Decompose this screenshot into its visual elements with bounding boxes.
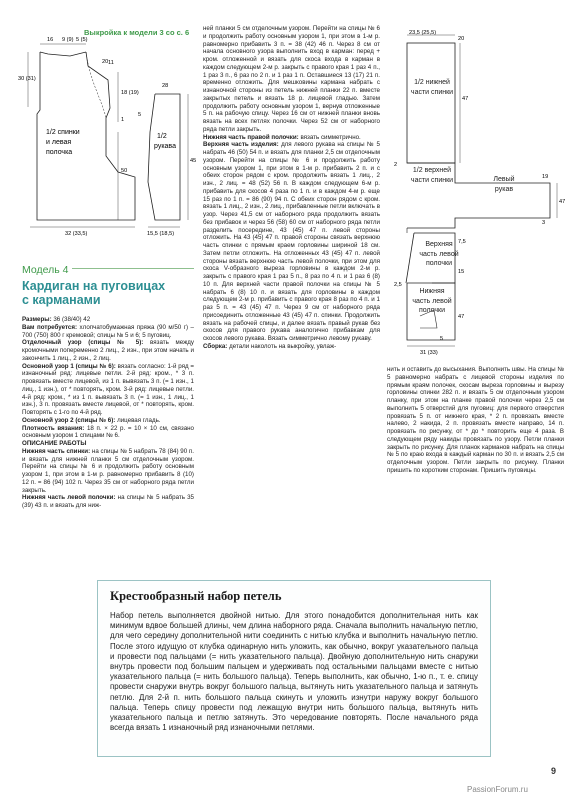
left-sleeve-text: Левый рукав [493,176,515,193]
piece-label-lower-back [408,78,456,97]
column-1-paragraph [22,448,194,495]
column-1-paragraph [22,440,194,448]
piece-label-lower-front [410,287,454,316]
paragraph-lead: Нижняя часть левой полочки: [22,494,116,502]
dim-label: 19 [542,174,549,180]
column-1-paragraph [22,494,194,510]
schematic-left [10,22,202,247]
dim-label: 5 (5) [76,37,88,43]
upper-back-text: 1/2 верхней части спинки [410,167,454,184]
column-1-text [22,316,194,510]
column-2-paragraph: Нижняя часть правой полочки: вязать симметрично. [203,133,361,141]
info-box-title: Крестообразный набор петель [110,589,282,603]
dim-label: 31 (33) [420,350,438,356]
model-title-line1: Кардиган на пуговицах [22,279,166,293]
dim-label: 15 [458,269,465,275]
dim-label: 30 (31) [18,76,36,82]
paragraph-lead: Основной узор 2 (спицы № 6): [22,416,116,424]
column-2-text [203,25,380,351]
paragraph-lead: Нижняя часть спинки: [22,447,91,455]
paragraph-lead: Размеры: [22,316,52,323]
paragraph-text: 18 п. × 22 р. = 10 × 10 см, связано основным узором 1 спицами № 6. [22,424,194,440]
paragraph-lead: Нижняя часть правой полочки: [203,133,299,141]
column-2-paragraph: Сборка: детали наколоть на выкройку, увлаж- [203,342,337,350]
dim-label: 9 (9) [62,37,74,43]
pattern-drawing-back-front [10,22,202,247]
dim-label: 45 [190,158,197,164]
dim-label: 47 [462,96,469,102]
column-2-paragraph: Верхняя часть изделия: для левого рукава на спицы № 5 набрать 46 (50) 54 п. и вязать для планки 2,5 см отделочным узором. Перейти на спицы № 6 и продолжить работу основным узором 1, при этом в 1-м р. прибавить 2 п. и с обеих сторон рядом с кром. продолжить вязать 1 лиц., 2 изн., 2 лиц. = 48 (52) 56 п. В каждом следующем 6-м р. прибавить для скосов 4 раза по 1 п. и в каждом 4-м р. еще 15 раз по 1 п. = 86 (90) 94 п. С обеих сторон рядом с кром. вязать 1 лиц., 2 изн., 2 лиц., прибавленные петли включать в узор. Через 41,5 см от наборного ряда продолжить вязать без прибавок и через 56 (58) 60 см от наборного ряда петли разделить посередине, 43 (45) 47 п. левой стороны отложить. На 43 (45) 47 п. правой стороны связать верхнюю часть спинки с прямым краем горловины шириной 18 см. Затем петли отложить. На отложенных 43 (45) 47 п. левой стороны вязать верхнюю часть левой полочки, при этом для скоса V-образного выреза горловины в каждом 2-м р. закрыть с правого края 1 раз 5 п., 8 раз по 4 п. и 1 раз 6 (8) 10 п. Для верхней части правой полочки на спицы № 5 набрать 6 (8) 10 п. и вязать для горловины в каждом следующем 2-м р. прибавить с правого края 8 раз по 4 п. и 1 раз 5 п. = 43 (45) 47 п. Через 9 см от наборного ряда присоединить отложенные 43 (45) 47 п. спинки. Продолжить вязать на рабочей спицы, и далее вязать правый рукав без скосов для правого рукава аналогично прибавкам для скосов левого рукава. Вязать симметрично левому рукаву. [203,141,380,342]
dim-label: 32 (33,5) [65,231,88,237]
dim-label: 50 [121,168,128,174]
dim-label: 15,5 (18,5) [147,231,175,237]
dim-label: 20 [102,59,109,65]
dim-label: 7,5 [458,239,466,245]
paragraph-lead: Сборка: [203,342,228,350]
dim-label: 23,5 (25,5) [409,30,437,36]
upper-front-text: Верхняя часть левой полочки [419,241,459,267]
paragraph-text: вязать согласно: 1-й ряд = изнаночный ряд: лицевые петли. 2-й ряд: кром., * 3 п. провязать вместе лицевой, из 1 п. вывязать 3 п. (= 1 изн., 1 лиц., 1 изн.), от * повторять, кром. 3-й ряд: лицевые петли. 4-й ряд: кром., * из 1 п. вывязать 3 п. (= 1 изн., 1 лиц., 1 изн.), 3 п. провязать вместе лицевой, от * повторять, кром. Повторять с 1-го по 4-й ряд. [22,362,194,416]
column-1-paragraph [22,417,194,425]
paragraph-text: хлопчатобумажная пряжа (90 м/50 г) – 700 (750) 800 г кремовой; спицы № 5 и 6; 5 пуговиц. [22,323,194,339]
piece-label-upper-back [408,166,456,185]
paragraph-lead: ОПИСАНИЕ РАБОТЫ [22,440,87,447]
dim-label: 11 [108,60,114,66]
column-3-paragraph: нить и оставить до высыхания. Выполнить швы. На спицы № 5 равномерно набрать с лицевой стороны изделия по прямым краям полочек, скосам выреза горловины и вырезу горловины спинки 282 п. и вязать 5 см отделочным узором планку, при этом на планке правой полочки через 2,5 см выполнить 5 отверстий для пуговиц: для первого отверстия провязать 5 п. от нижнего края, * 2 п. провязать вместе налево, 2 накида, 2 п. провязать вместе направо, 14 п. провязать по рисунку, от * до * повторить еще 4 раза. В следующем ряду накиды провязать по узору. Петли планки закрыть по рисунку. Для планок карманов набрать на спицы № 5 по краю входа в каждый карман по 30 п. и вязать 2,5 см отделочным узором. Петли закрыть по рисунку. Планки пришить по коротким сторонам. Пришить пуговицы. [387,366,564,474]
info-box-cast-on [97,580,491,757]
piece-label-sleeve: рукава [154,143,176,150]
paragraph-lead: Основной узор 1 (спицы № 6): [22,362,116,370]
column-1-paragraph [22,339,194,362]
paragraph-lead: Верхняя часть изделия: [203,141,279,149]
paragraph-text: 36 (38/40) 42 [51,316,91,323]
dim-label: 20 [458,36,465,42]
dim-label: 2 [394,162,398,168]
dim-label: 5 [138,112,142,118]
column-3-text [387,366,564,475]
dim-label: 1 [121,117,125,123]
piece-label-back-front: полочка [46,149,73,156]
piece-label-back-front: и левая [46,139,72,146]
paragraph-text: лицевая гладь. [115,416,161,424]
column-1-paragraph [22,316,194,324]
lower-back-text: 1/2 нижней части спинки [410,79,454,96]
dim-label: 28 [162,83,169,89]
dim-label: 18 (19) [121,90,139,96]
piece-label-upper-front [418,240,460,269]
schematic-left-title: Выкройка к модели 3 со с. 6 [84,28,190,37]
paragraph-lead: Вам потребуется: [22,323,78,331]
dim-label: 47 [559,199,566,205]
watermark: PassionForum.ru [467,785,528,794]
piece-label-sleeve: 1/2 [157,133,167,140]
piece-label-back-front: 1/2 спинки [46,129,80,136]
paragraph-lead: Отделочный узор (спицы № 5): [22,339,144,347]
piece-label-sleeve-right [486,175,522,194]
model-number: Модель 4 [22,264,72,276]
info-box-body: Набор петель выполняется двойной нитью. Для этого понадобится дополнительная нить как минимум вдвое большей длины, чем длина наборного ряда. Сначала выполнить начальную петлю, для чего середину дополнительной нити соединить с нитью клубка и выполнить начальную петлю. После этого идущую от клубка одинарную нить уложить, как обычно, вокруг указательного пальца и провести под пальцами (= нить указательного пальца). Двойную дополнительную нить снаружи внутрь провести под большим пальцем и удерживать под остальными пальцами вместе с нитью указательного пальца (= нить большого пальца). Теперь выполнить, как обычно, 1-ю п., т. е. спицу провести снаружи внутрь вокруг большого пальца, вытянуть нить указательного пальца и затянуть петлю. Для 2-й п. нить большого пальца скинуть и уложить изнутри наружу вокруг большого пальца. Теперь спицу провести под лежащую внутри нить большого пальца, вытянуть нить указательного пальца и петлю затянуть. Это чередование повторять. После начального ряда всегда вязать 1 изнаночный ряд изнаночными петлями. [110,611,478,733]
paragraph-text: на спицы № 5 набрать 35 (39) 43 п. и вязать для ниж- [22,494,194,509]
dim-label: 5 [440,336,444,342]
model-title-line2: с карманами [22,293,101,307]
paragraph-lead: Плотность вязания: [22,424,85,432]
dim-label: 3 [542,220,546,226]
column-1-paragraph [22,425,194,441]
column-1-paragraph [22,363,194,417]
dim-label: 2,5 [394,282,402,288]
paragraph-text: на спицы № 5 набрать 78 (84) 90 п. и вязать для нижней планки 5 см отделочным узором. Перейти на спицы № 6 и продолжить работу основным узором 1, при этом в 1-м р. равномерно прибавить 8 (10) 12 п. = 86 (94) 102 п. Через 35 см от наборного ряда петли закрыть. [22,447,194,494]
page-number: 9 [551,766,557,776]
lower-front-text: Нижняя часть левой полочки [412,288,452,314]
dim-label: 47 [458,314,465,320]
column-1-paragraph [22,324,194,340]
column-2-paragraph: ней планки 5 см отделочным узором. Перейти на спицы № 6 и продолжить работу основным узором 1, при этом в 1-м р. равномерно прибавить 3 п. = 38 (42) 46 п. Через 8 см от начала основного узора выполнить вход в карман: перед + кром. отложенной и вязать для скоса входа в карман в каждом следующем 2-м р. закрыть с правого края 1 раз 4 п., 1 раз 3 п., 6 раз по 2 п. и 1 раз 1 п. Оставшиеся 13 (17) 21 п. временно отложить. Для мешковины кармана набрать с изнаночной стороны из петель нижней планки 22 п. вместе закрытых петель и вязать 18 р. лицевой гладью. Затем продолжить работу основным узором 1, вернув отложенные 5 п. на рабочую спицу. Через 16 см от нижней планки вновь вязать на всех петлях полочки. Через 52 см от наборного ряда петли закрыть. [203,25,380,133]
dim-label: 16 [47,37,54,43]
paragraph-text: вязать между кромочными попеременно 2 лиц., 2 изн., при этом начать и закончить 1 лиц., 2 изн., 2 лиц. [22,339,194,362]
